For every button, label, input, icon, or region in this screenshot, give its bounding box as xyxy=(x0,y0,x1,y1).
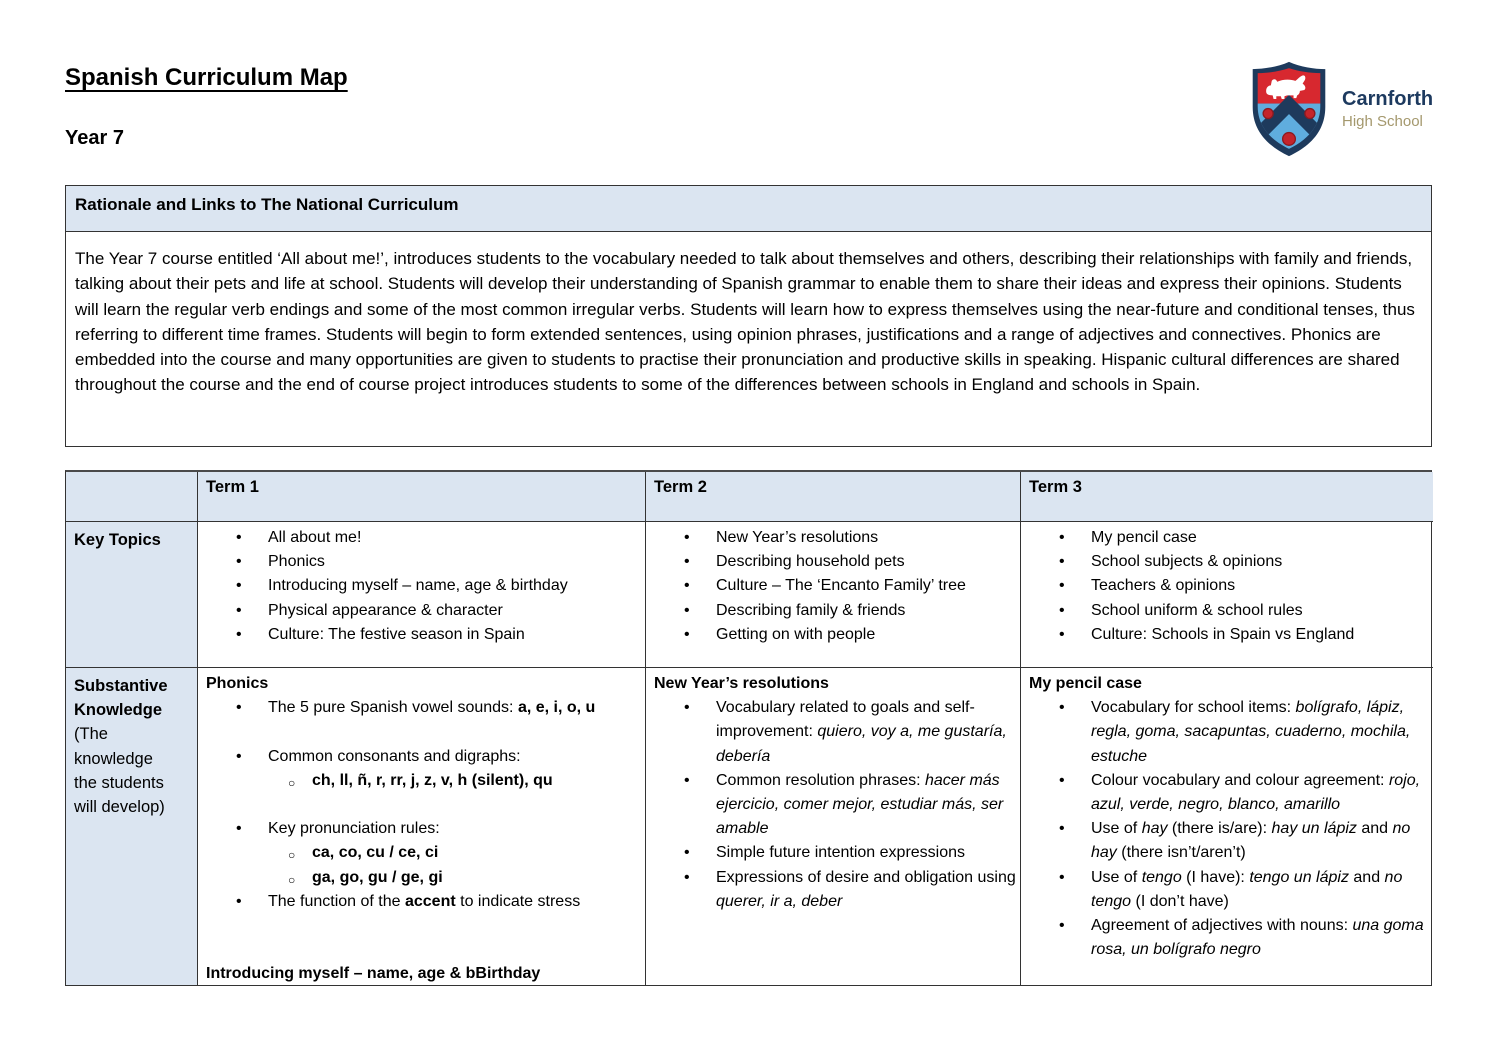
list-item: • Describing household pets xyxy=(646,550,1020,574)
bullet-marker: • xyxy=(1059,699,1065,717)
cell-heading: Phonics xyxy=(206,675,269,692)
term-1-header: Term 1 xyxy=(198,472,646,522)
list-item: ○ ca, co, cu / ce, ci xyxy=(198,841,645,865)
corner-header-cell xyxy=(66,472,198,522)
bullet-marker: • xyxy=(236,529,242,546)
list-item: • Getting on with people xyxy=(646,623,1020,647)
bullet-marker: • xyxy=(236,601,242,619)
list-item: • School uniform & school rules xyxy=(1021,599,1433,623)
bullet-marker: • xyxy=(684,601,690,619)
sub-bullet-marker: ○ xyxy=(288,848,296,863)
cell-heading: My pencil case xyxy=(1029,675,1142,692)
bullet-marker: • xyxy=(236,820,242,838)
curriculum-table xyxy=(65,470,1432,986)
bullet-marker: • xyxy=(684,771,690,789)
list-item: • Common consonants and digraphs: xyxy=(198,745,645,769)
list-item: • Describing family & friends xyxy=(646,599,1020,623)
bullet-marker: • xyxy=(236,699,242,717)
term-2-header: Term 2 xyxy=(646,472,1021,522)
bullet-marker: • xyxy=(236,747,242,765)
school-tagline: High School xyxy=(1342,113,1423,130)
list-item: • Use of tengo (I have): tengo un lápiz and no tengo (I don’t have) xyxy=(1021,866,1433,914)
bullet-marker: • xyxy=(1059,820,1065,838)
list-item: • Common resolution phrases: hacer más ejercicio, comer mejor, estudiar más, ser amable xyxy=(646,769,1020,842)
list-item: ○ ch, ll, ñ, r, rr, j, z, v, h (silent), qu xyxy=(198,769,645,793)
list-item: • Key pronunciation rules: xyxy=(198,817,645,841)
blank-line xyxy=(198,938,645,962)
substantive-knowledge-label: Substantive Knowledge xyxy=(74,677,168,720)
key-topics-term-2-cell xyxy=(646,522,1021,668)
list-item: • My pencil case xyxy=(1021,526,1433,550)
bullet-marker: • xyxy=(236,577,242,595)
list-item: • Culture: The festive season in Spain xyxy=(198,623,645,647)
list-item: • Simple future intention expressions xyxy=(646,841,1020,865)
bullet-marker: • xyxy=(1059,771,1065,789)
rationale-body: The Year 7 course entitled ‘All about me!’, introduces students to the vocabulary needed to talk about themselves and others, describing their relationships with family and friends, talking about their pets and life at school. Students will develop their understanding of Spanish grammar to enable them to share their ideas and express their opinions. Students will learn the regular verb endings and some of the most common irregular verbs. Students will learn how to express themselves using the near-future and conditional tenses, thus referring to different time frames. Students will begin to form extended sentences, using opinion phrases, justifications and a range of adjectives and connectives. Phonics are embedded into the course and many opportunities are given to students to practise their pronunciation and productive skills in speaking. Hispanic cultural differences are shared throughout the course and the end of course project introduces students to some of the differences between schools in England and schools in Spain. xyxy=(75,249,1415,395)
list-item: • New Year’s resolutions xyxy=(646,526,1020,550)
school-logo-text xyxy=(1342,60,1433,130)
bullet-marker: • xyxy=(236,553,242,571)
list-item: • Introducing myself – name, age & birthday xyxy=(198,574,645,598)
school-name: Carnforth xyxy=(1342,88,1434,110)
rationale-header: Rationale and Links to The National Curriculum xyxy=(66,186,1431,232)
blank-line xyxy=(198,720,645,744)
sub-bullet-marker: ○ xyxy=(288,775,296,790)
list-item: • Expressions of desire and obligation using querer, ir a, deber xyxy=(646,866,1020,914)
blank-line xyxy=(198,793,645,817)
substantive-knowledge-note: (The knowledge the students will develop) xyxy=(74,725,165,817)
rationale-section xyxy=(65,185,1432,447)
bullet-marker: • xyxy=(684,699,690,717)
list-item: • All about me! xyxy=(198,526,645,550)
page-title: Spanish Curriculum Map xyxy=(65,64,348,91)
bullet-marker: • xyxy=(684,553,690,571)
bullet-marker: • xyxy=(1059,601,1065,619)
list-item: • The 5 pure Spanish vowel sounds: a, e, i, o, u xyxy=(198,696,645,720)
cell-heading: Introducing myself – name, age & bBirthday xyxy=(206,965,541,983)
bullet-marker: • xyxy=(236,892,242,910)
school-logo xyxy=(1248,60,1433,158)
key-topics-term-1-cell xyxy=(198,522,646,668)
bullet-marker: • xyxy=(1059,553,1065,571)
bullet-marker: • xyxy=(1059,577,1065,595)
list-item: • Agreement of adjectives with nouns: una goma rosa, un bolígrafo negro xyxy=(1021,914,1433,962)
substantive-knowledge-row-label xyxy=(66,668,198,985)
list-item: • Colour vocabulary and colour agreement: rojo, azul, verde, negro, blanco, amarillo xyxy=(1021,769,1433,817)
list-item: • Use of hay (there is/are): hay un lápiz and no hay (there isn’t/aren’t) xyxy=(1021,817,1433,865)
list-item: • Teachers & opinions xyxy=(1021,574,1433,598)
sub-bullet-marker: ○ xyxy=(288,872,296,887)
blank-line xyxy=(198,914,645,938)
bullet-marker: • xyxy=(1059,868,1065,886)
cell-heading: New Year’s resolutions xyxy=(654,675,829,692)
bullet-marker: • xyxy=(684,529,690,546)
list-item: ○ ga, go, gu / ge, gi xyxy=(198,866,645,890)
list-item: • The function of the accent to indicate stress xyxy=(198,890,645,914)
bullet-marker: • xyxy=(684,868,690,886)
list-item: • Vocabulary for school items: bolígrafo, lápiz, regla, goma, sacapuntas, cuaderno, mochila, estuche xyxy=(1021,696,1433,769)
bullet-marker: • xyxy=(1059,917,1065,935)
list-item: • Culture – The ‘Encanto Family’ tree xyxy=(646,574,1020,598)
list-item: • School subjects & opinions xyxy=(1021,550,1433,574)
term-3-header: Term 3 xyxy=(1021,472,1433,522)
bullet-marker: • xyxy=(1059,529,1065,546)
substantive-term-2-cell xyxy=(646,668,1021,985)
substantive-term-1-cell xyxy=(198,668,646,985)
key-topics-label: Key Topics xyxy=(74,531,161,549)
bullet-marker: • xyxy=(236,625,242,643)
bullet-marker: • xyxy=(684,844,690,862)
list-item: • Culture: Schools in Spain vs England xyxy=(1021,623,1433,647)
substantive-term-3-cell xyxy=(1021,668,1433,985)
key-topics-term-3-cell xyxy=(1021,522,1433,668)
key-topics-row-label xyxy=(66,522,198,668)
list-item: • Vocabulary related to goals and self-improvement: quiero, voy a, me gustaría, debería xyxy=(646,696,1020,769)
bullet-marker: • xyxy=(684,577,690,595)
year-label: Year 7 xyxy=(65,127,124,149)
bullet-marker: • xyxy=(684,625,690,643)
school-crest-icon xyxy=(1248,60,1330,158)
list-item: • Phonics xyxy=(198,550,645,574)
bullet-marker: • xyxy=(1059,625,1065,643)
list-item: • Physical appearance & character xyxy=(198,599,645,623)
